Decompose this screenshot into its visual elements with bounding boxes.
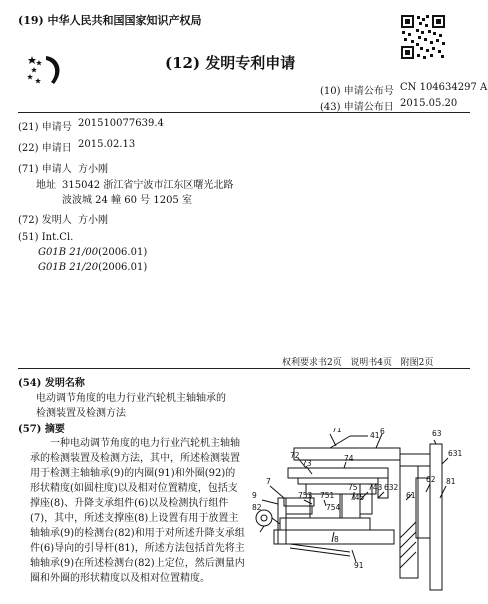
drawing-label-61: 61 (406, 491, 416, 500)
abstract-drawing (250, 428, 472, 598)
inventor: 方小刚 (78, 215, 108, 226)
drawing-label-6: 6 (380, 428, 385, 436)
invention-title-line-2: 检测装置及检测方法 (36, 408, 126, 419)
drawing-label-71: 71 (332, 428, 342, 434)
drawing-label-8: 8 (334, 535, 339, 544)
body-divider (18, 368, 470, 369)
intcl-entry-1 (38, 247, 147, 258)
address-line-1: 315042 浙江省宁波市江东区曙光北路 (62, 180, 234, 191)
abstract-text: 一种电动调节角度的电力行业汽轮机主轴轴承的检测装置及检测方法，其中，所述检测装置用于检测主轴轴承(9)的内圈(91)和外圈(92)的形状精度(如圆柱度)以及相对位置精度，包括支撑座(8)、升降支承组件(6)以及检测执行组件(7)，其中，所述支撑座(8)上设置有用于放置主轴轴承(9)的检测台(82)和用于对所述升降支承组件(6)导向的引导杆(81)，所述方法包括首先将主轴轴承(9)在所述检测台(82)上定位，然后测量内圈和外圈的形状精度以及相对位置精度。 (30, 438, 245, 584)
publication-number-label: (10) 申请公布号 (320, 86, 394, 97)
address-label: 地址 (36, 180, 56, 191)
drawing-label-62: 62 (426, 475, 436, 484)
invention-title-line-1: 电动调节角度的电力行业汽轮机主轴轴承的 (36, 393, 226, 404)
applicant: 方小刚 (78, 164, 108, 175)
drawing-label-41: 41 (370, 431, 380, 440)
drawing-label-72: 72 (290, 451, 300, 460)
drawing-label-754: 754 (326, 503, 341, 512)
intcl-code-2: G01B 21/20 (38, 262, 99, 273)
drawing-label-63: 63 (432, 429, 442, 438)
drawing-label-81: 81 (446, 477, 456, 486)
drawing-label-91: 91 (354, 561, 364, 570)
publication-number: CN 104634297 A (400, 82, 488, 93)
drawing-label-631: 631 (448, 449, 463, 458)
inventor-label: (72) 发明人 (18, 215, 72, 226)
drawing-label-751: 751 (320, 491, 335, 500)
drawing-label-745: 745 (350, 493, 365, 502)
drawing-label-9: 9 (252, 491, 257, 500)
drawing-label-82: 82 (252, 503, 262, 512)
intcl-code-1: G01B 21/00 (38, 247, 99, 258)
application-date-label: (22) 申请日 (18, 143, 72, 154)
patent-office-logo (26, 52, 66, 88)
drawing-label-7: 7 (266, 477, 271, 486)
publication-date-label: (43) 申请公布日 (320, 102, 394, 113)
intcl-label: (51) Int.Cl. (18, 232, 74, 243)
qr-code (400, 14, 446, 60)
page-count-info: 权利要求书2页 说明书4页 附图2页 (282, 358, 434, 368)
document-type: (12) 发明专利申请 (165, 54, 296, 72)
application-date: 2015.02.13 (78, 139, 136, 150)
applicant-label: (71) 申请人 (18, 164, 72, 175)
patent-office: (19) 中华人民共和国国家知识产权局 (18, 14, 202, 27)
intcl-entry-2 (38, 262, 147, 273)
header-divider (18, 112, 470, 113)
drawing-label-753: 753 (298, 491, 313, 500)
drawing-label-743: 743 (368, 483, 383, 492)
intcl-year-2: (2006.01) (98, 262, 148, 273)
application-number: 201510077639.4 (78, 118, 164, 129)
publication-date: 2015.05.20 (400, 98, 458, 109)
drawing-label-74: 74 (344, 454, 354, 463)
intcl-year-1: (2006.01) (98, 247, 148, 258)
drawing-label-73: 73 (302, 459, 312, 468)
drawing-label-75: 75 (348, 483, 358, 492)
abstract-label: (57) 摘要 (18, 424, 65, 435)
invention-title-label: (54) 发明名称 (18, 378, 85, 389)
application-number-label: (21) 申请号 (18, 122, 72, 133)
address-line-2: 波波城 24 幢 60 号 1205 室 (62, 195, 192, 206)
drawing-label-632: 632 (384, 483, 399, 492)
